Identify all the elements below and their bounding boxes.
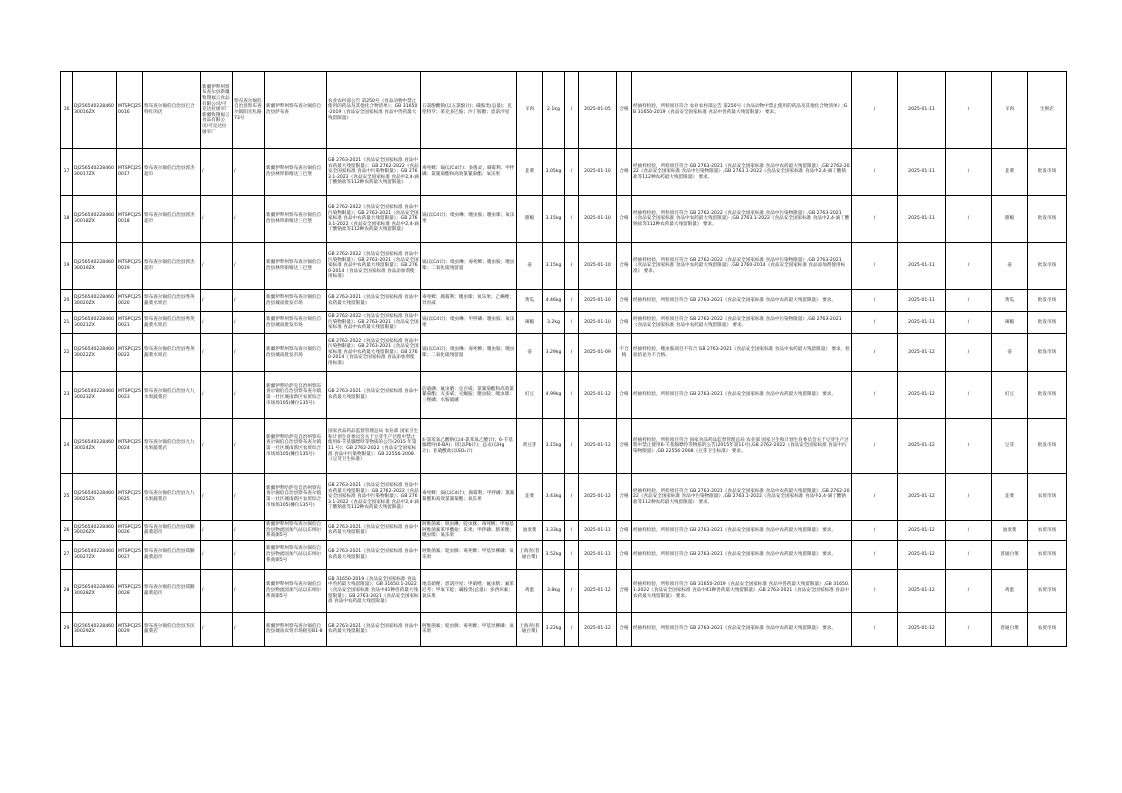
result-note-cell: 经抽样检验，噻虫胺项目不符合 GB 2763-2021《食品安全国家标准 食品中农药最大残留限量》 要求，检验结论为不合格。 (632, 334, 852, 372)
publish-date-cell: 2025-01-12 (898, 569, 946, 612)
sample-quantity-cell: 4.99kg (543, 372, 565, 419)
table-row (61, 474, 1067, 521)
result-note-cell: 经抽样检验，所检项目符合 农业农村部公告 第250号《食品动物中禁止使用的药品及其他化合物清单》;GB 31650-2019《食品安全国家标准 食品中兽药最大残留限量》 要求。 (632, 72, 852, 149)
test-result-cell: 合格 (617, 196, 632, 243)
sampling-date-cell: 2025-01-09 (579, 334, 617, 372)
test-basis-cell: GB 2762-2022《食品安全国家标准 食品中污染物限量》；GB 2763-2021《食品安全国家标准 食品中农药最大残留限量》；GB 2763.1-2022《食品安全国家标准 食品中2,4-滴丁酸钠盐等112种农药最大残留限量》 (327, 196, 421, 243)
publish-date-cell: 2025-01-12 (898, 334, 946, 372)
table-body (61, 72, 1067, 647)
manufacturer-address-cell: / (233, 419, 265, 474)
result-note-cell: 经抽样检验，所检项目符合 GB 2763-2021《食品安全国家标准 食品中农药最大残留限量》 要求。 (632, 540, 852, 569)
result-note-cell: 经抽样检验，所检项目符合 GB 2763-2021《食品安全国家标准 食品中农药最大残留限量》 要求。 (632, 521, 852, 541)
manufacturer-name-cell: 新疆伊犁州察布查尔县新疆牧翔福云食品有限公司/可克达拉屠宰厂新疆牧翔福云食品有限公司/可克达拉屠宰厂 (201, 72, 233, 149)
table-row (61, 312, 1067, 334)
sampling-date-cell: 2025-01-05 (579, 72, 617, 149)
sample-name-cell: 辣椒 (517, 312, 543, 334)
blank-column-cell: / (852, 243, 898, 290)
test-items-cell: 地美硝唑；恩诺沙星；甲硝唑；氟虫腈；氟苯尼考；甲氧苄啶；磺胺类(总量)；多西环素；氧乐果 (421, 569, 517, 612)
table-row (61, 419, 1067, 474)
blank-column-cell: / (852, 334, 898, 372)
sample-source-cell: 农贸市场 (1028, 474, 1067, 521)
sampled-unit-name-cell: 察布查尔锡伯自治县郑勤蔬菜超市 (143, 569, 201, 612)
table-row (61, 612, 1067, 646)
publish-date-cell: 2025-01-11 (898, 290, 946, 312)
food-category-cell: 鸡蛋 (992, 569, 1028, 612)
sample-name-cell: 油麦菜 (517, 521, 543, 541)
row-number-cell: 21 (61, 312, 73, 334)
test-items-cell: 4-氯苯氧乙酸钠(以4-氯苯氧乙酸计)；6-苄基腺嘌呤(6-BA)；铅(以Pb计)；总汞(以Hg计)；亚硫酸盐(以SO₂计) (421, 419, 517, 474)
task-id-cell: MTSPCJ250028 (117, 569, 143, 612)
sampled-unit-address-cell: 新疆伊犁哈萨克自治州察布查尔锡伯自治县察布查尔镇第一社区城南新区农贸综合市场场105(摊位135号) (265, 372, 327, 419)
sample-source-cell: 批发市场 (1028, 312, 1067, 334)
sampled-unit-address-cell: 新疆伊犁州察布查尔锡伯自治县林拜街喀达三巴堡 (265, 243, 327, 290)
task-id-cell: MTSPCJ250017 (117, 149, 143, 196)
sample-source-cell: 农贸市场 (1028, 569, 1067, 612)
sample-source-cell: 农贸市场 (1028, 612, 1067, 646)
sample-spec-cell: / (565, 149, 579, 196)
blank-column-2-cell: / (946, 196, 992, 243)
publish-date-cell: 2025-01-12 (898, 419, 946, 474)
blank-column-2-cell: / (946, 612, 992, 646)
sample-source-cell: 生鲜店 (1028, 72, 1067, 149)
sampled-unit-address-cell: 新疆伊犁州察布查尔锡伯自治县物流园加气站以东纳尔系商街5号 (265, 540, 327, 569)
manufacturer-name-cell: / (201, 196, 233, 243)
manufacturer-address-cell: / (233, 334, 265, 372)
test-result-cell: 合格 (617, 474, 632, 521)
sample-id-cell: DJ25654022846030023ZX (73, 372, 117, 419)
task-id-cell: MTSPCJ250027 (117, 540, 143, 569)
test-basis-cell: 国家食品药品监督管理总局 农业部 国家卫生和计划生育委员会关于豆芽生产过程中禁止使用6-苄基腺嘌呤等物质的公告(2015 年第 11 号)；GB 2762-2022《食品安全国家标准 食品中污染物限量》；GB 22556-2008《豆芽卫生标准》 (327, 419, 421, 474)
table-row (61, 540, 1067, 569)
task-id-cell: MTSPCJ250023 (117, 372, 143, 419)
test-result-cell: 合格 (617, 569, 632, 612)
task-id-cell: MTSPCJ250021 (117, 312, 143, 334)
test-basis-cell: GB 2763-2021《食品安全国家标准 食品中农药最大残留限量》；GB 2762-2022《食品安全国家标准 食品中污染物限量》；GB 2763.1-2022《食品安全国家标准 食品中2,4-滴丁酸钠盐等112种农药最大残留限量》 (327, 149, 421, 196)
test-basis-cell: GB 2763-2021《食品安全国家标准 食品中农药最大残留限量》 (327, 372, 421, 419)
food-category-cell: 韭菜 (992, 474, 1028, 521)
publish-date-cell: 2025-01-11 (898, 312, 946, 334)
sampled-unit-address-cell: 新疆伊犁州察布查尔锡伯自治县林拜街喀达三巴堡 (265, 149, 327, 196)
sample-spec-cell: / (565, 474, 579, 521)
food-category-cell: 姜 (992, 243, 1028, 290)
blank-column-2-cell: / (946, 312, 992, 334)
sample-source-cell: 批发市场 (1028, 196, 1067, 243)
test-result-cell: 合格 (617, 243, 632, 290)
table-row (61, 196, 1067, 243)
test-basis-cell: GB 2762-2022《食品安全国家标准 食品中污染物限量》；GB 2763-2021《食品安全国家标准 食品中农药最大残留限量》 (327, 312, 421, 334)
sampled-unit-name-cell: 察布查尔锡伯自治县九九水果蔬菜店 (143, 419, 201, 474)
food-category-cell: 辣椒 (992, 312, 1028, 334)
sampled-unit-address-cell: 新疆伊犁州察布查尔锡伯自治县萨布查 (265, 72, 327, 149)
sample-source-cell: 批发市场 (1028, 290, 1067, 312)
food-category-cell: 普通白菜 (992, 540, 1028, 569)
task-id-cell: MTSPCJ250026 (117, 521, 143, 541)
sample-source-cell: 批发市场 (1028, 419, 1067, 474)
sampled-unit-address-cell: 新疆伊犁州察布查尔锡伯自治县城南农贸市场板房B1-8 (265, 612, 327, 646)
manufacturer-name-cell: / (201, 569, 233, 612)
test-result-cell: 合格 (617, 540, 632, 569)
result-note-cell: 经抽样检验，所检项目符合 GB 2762-2022《食品安全国家标准 食品中污染物限量》,GB 2763-2021《食品安全国家标准 食品中农药最大残留限量》,GB 2760-2014《食品安全国家标准 食品添加剂使用标准》 要求。 (632, 243, 852, 290)
test-result-cell: 合格 (617, 419, 632, 474)
manufacturer-address-cell: / (233, 474, 265, 521)
sampling-date-cell: 2025-01-10 (579, 290, 617, 312)
sampled-unit-name-cell: 察布查尔锡伯自治县郑勤蔬菜超市 (143, 521, 201, 541)
blank-column-cell: / (852, 612, 898, 646)
row-number-cell: 25 (61, 474, 73, 521)
result-note-cell: 经抽样检验，所检项目符合 GB 2763-2021《食品安全国家标准 食品中农药最大残留限量》,GB 2762-2022《食品安全国家标准 食品中污染物限量》,GB 2763.1-2022《食品安全国家标准 食品中2,4-滴丁酸钠盐等112种农药最大残留限量》 要求。 (632, 149, 852, 196)
sampling-date-cell: 2025-01-10 (579, 312, 617, 334)
test-result-cell: 合格 (617, 372, 632, 419)
row-number-cell: 23 (61, 372, 73, 419)
result-note-cell: 经抽样检验，所检项目符合 GB 2763-2021《食品安全国家标准 食品中农药最大残留限量》 要求。 (632, 290, 852, 312)
sampling-date-cell: 2025-01-10 (579, 196, 617, 243)
task-id-cell: MTSPCJ250024 (117, 419, 143, 474)
test-result-cell: 不合格 (617, 334, 632, 372)
result-note-cell: 经抽样检验，所检项目符合 GB 2762-2022《食品安全国家标准 食品中污染物限量》,GB 2763-2021《食品安全国家标准 食品中农药最大残留限量》,GB 2763.1-2022《食品安全国家标准 食品中2,4-滴丁酸钠盐等112种农药最大残留限量》 要求。 (632, 196, 852, 243)
manufacturer-name-cell: / (201, 243, 233, 290)
blank-column-cell: / (852, 149, 898, 196)
sampled-unit-address-cell: 新疆伊犁州察布查尔锡伯自治县物流园加气站以东纳尔系商街5号 (265, 569, 327, 612)
manufacturer-name-cell: / (201, 474, 233, 521)
sample-name-cell: 鸡蛋 (517, 569, 543, 612)
blank-column-cell: / (852, 372, 898, 419)
test-items-cell: 阿维菌素；啶虫脒；毒死蜱；甲基异柳磷；氧乐果 (421, 612, 517, 646)
sampling-date-cell: 2025-01-12 (579, 419, 617, 474)
sample-id-cell: DJ25654022846030024ZX (73, 419, 117, 474)
test-items-cell: 镉(以Cd计)；吡虫啉；甲拌磷；噻虫胺；氧乐果 (421, 312, 517, 334)
task-id-cell: MTSPCJ250019 (117, 243, 143, 290)
sample-source-cell: 批发市场 (1028, 149, 1067, 196)
row-number-cell: 16 (61, 72, 73, 149)
sampled-unit-address-cell: 新疆伊犁哈萨克自治州察布查尔锡伯自治县察布查尔镇第一社区城南新区农贸综合市场场105(摊位135号) (265, 419, 327, 474)
row-number-cell: 20 (61, 290, 73, 312)
test-items-cell: 镉(以Cd计)；吡虫啉；噻虫胺；噻虫嗪；氧乐果 (421, 196, 517, 243)
test-basis-cell: GB 2763-2021《食品安全国家标准 食品中农药最大残留限量》；GB 2762-2022《食品安全国家标准 食品中污染物限量》；GB 2763.1-2022《食品安全国家标准 食品中2,4-滴丁酸钠盐等112种农药最大残留限量》 (327, 474, 421, 521)
publish-date-cell: 2025-01-11 (898, 196, 946, 243)
blank-column-cell: / (852, 540, 898, 569)
sample-source-cell: 批发市场 (1028, 334, 1067, 372)
sample-id-cell: DJ25654022846030022ZX (73, 334, 117, 372)
sampled-unit-name-cell: 察布查尔锡伯自治县九九水果蔬菜店 (143, 474, 201, 521)
result-note-cell: 经抽样检验，所检项目符合 GB 2763-2021《食品安全国家标准 食品中农药最大残留限量》,GB 2762-2022《食品安全国家标准 食品中污染物限量》,GB 2763.1-2022《食品安全国家标准 食品中2,4-滴丁酸钠盐等112种农药最大残留限量》 要求。 (632, 474, 852, 521)
manufacturer-address-cell: / (233, 243, 265, 290)
row-number-cell: 17 (61, 149, 73, 196)
sample-quantity-cell: 3.15kg (543, 419, 565, 474)
blank-column-2-cell: / (946, 243, 992, 290)
manufacturer-address-cell: 察布查尔锡伯自治县察布查尔镇阳光札路73号 (233, 72, 265, 149)
inspection-results-sheet (60, 71, 1066, 647)
test-basis-cell: GB 2763-2021《食品安全国家标准 食品中农药最大残留限量》 (327, 612, 421, 646)
blank-column-cell: / (852, 419, 898, 474)
manufacturer-name-cell: / (201, 372, 233, 419)
manufacturer-address-cell: / (233, 612, 265, 646)
sample-source-cell: 农贸市场 (1028, 521, 1067, 541)
blank-column-2-cell: / (946, 72, 992, 149)
test-items-cell: 倍硫磷；氟虫腈；克百威；氯氰菊酯和高效氯氰菊酯；灭多威；灭蝇胺；噻虫胺；噻虫嗪；三唑磷；水胺硫磷 (421, 372, 517, 419)
sampled-unit-name-cell: 察布查尔锡伯自治县秀英蔬菜水果店 (143, 290, 201, 312)
sample-quantity-cell: 3.15kg (543, 196, 565, 243)
sample-name-cell: 上海青(普通白菜) (517, 612, 543, 646)
sampling-date-cell: 2025-01-12 (579, 474, 617, 521)
table-row (61, 72, 1067, 149)
publish-date-cell: 2025-01-12 (898, 540, 946, 569)
sampled-unit-name-cell: 察布查尔锡伯自治县郑勤蔬菜超市 (143, 540, 201, 569)
sample-id-cell: DJ25654022846030028ZX (73, 569, 117, 612)
sample-quantity-cell: 4.46kg (543, 290, 565, 312)
manufacturer-address-cell: / (233, 196, 265, 243)
manufacturer-name-cell: / (201, 334, 233, 372)
sample-name-cell: 姜 (517, 334, 543, 372)
test-result-cell: 合格 (617, 290, 632, 312)
test-basis-cell: GB 2763-2021《食品安全国家标准 食品中农药最大残留限量》 (327, 521, 421, 541)
sampling-date-cell: 2025-01-12 (579, 372, 617, 419)
sample-spec-cell: / (565, 312, 579, 334)
result-note-cell: 经抽样检验，所检项目符合 GB 2762-2022《食品安全国家标准 食品中污染物限量》,GB 2763-2021《食品安全国家标准 食品中农药最大残留限量》 要求。 (632, 312, 852, 334)
sampling-date-cell: 2025-01-11 (579, 540, 617, 569)
blank-column-cell: / (852, 569, 898, 612)
test-items-cell: 五氯酚酸钠(以五氯酚计)；磺胺类(总量)；克伦特罗；莱克多巴胺；沙丁胺醇；恩诺沙星 (421, 72, 517, 149)
sample-quantity-cell: 3.22kg (543, 612, 565, 646)
sample-source-cell: 农贸市场 (1028, 540, 1067, 569)
manufacturer-name-cell: / (201, 419, 233, 474)
sample-id-cell: DJ25654022846030019ZX (73, 243, 117, 290)
task-id-cell: MTSPCJ250018 (117, 196, 143, 243)
blank-column-2-cell: / (946, 474, 992, 521)
sample-spec-cell: / (565, 290, 579, 312)
sample-id-cell: DJ25654022846030029ZX (73, 612, 117, 646)
test-items-cell: 镉(以Cd计)；吡虫啉；毒死蜱；噻虫胺；噻虫嗪；二氧化硫残留量 (421, 334, 517, 372)
sampling-date-cell: 2025-01-10 (579, 243, 617, 290)
publish-date-cell: 2025-01-12 (898, 612, 946, 646)
test-result-cell: 合格 (617, 612, 632, 646)
row-number-cell: 22 (61, 334, 73, 372)
inspection-results-table (60, 71, 1067, 647)
publish-date-cell: 2025-01-12 (898, 372, 946, 419)
sample-source-cell: 批发市场 (1028, 372, 1067, 419)
manufacturer-name-cell: / (201, 149, 233, 196)
sampling-date-cell: 2025-01-12 (579, 569, 617, 612)
sample-name-cell: 韭菜 (517, 149, 543, 196)
table-row (61, 521, 1067, 541)
sample-quantity-cell: 3.8kg (543, 569, 565, 612)
manufacturer-name-cell: / (201, 540, 233, 569)
test-items-cell: 阿维菌素；吡虫啉；啶虫脒；毒死蜱；甲氨基阿维菌素苯甲酸盐；乐果；甲拌磷；腈苯唑；噻虫嗪；氧乐果 (421, 521, 517, 541)
sample-id-cell: DJ25654022846030018ZX (73, 196, 117, 243)
publish-date-cell: 2025-01-12 (898, 474, 946, 521)
test-items-cell: 毒死蜱；镉(以Cd计)；腐霉利；甲拌磷；氯氰菊酯和高效氯氰菊酯；氧乐果 (421, 474, 517, 521)
sample-id-cell: DJ25654022846030025ZX (73, 474, 117, 521)
manufacturer-address-cell: / (233, 312, 265, 334)
result-note-cell: 经抽样检验，所检项目符合 GB 31650-2019《食品安全国家标准 食品中兽药最大残留限量》,GB 31650.1-2022《食品安全国家标准 食品中41种兽药最大残留限量》,GB 2763-2021《食品安全国家标准 食品中农药最大残留限量》 要求。 (632, 569, 852, 612)
sample-quantity-cell: 3.2kg (543, 312, 565, 334)
sample-spec-cell: / (565, 334, 579, 372)
sample-spec-cell: / (565, 521, 579, 541)
sample-id-cell: DJ25654022846030027ZX (73, 540, 117, 569)
test-items-cell: 毒死蜱；镉(以Cd计)；多菌灵；腐霉利；甲拌磷；氯氰菊酯和高效氯氰菊酯；氧乐果 (421, 149, 517, 196)
test-result-cell: 合格 (617, 149, 632, 196)
test-items-cell: 毒死蜱；腐霉利；噻虫嗪；氧乐果；乙螨唑；异丙威 (421, 290, 517, 312)
sample-id-cell: DJ25654022846030020ZX (73, 290, 117, 312)
sample-name-cell: 韭菜 (517, 474, 543, 521)
blank-column-2-cell: / (946, 540, 992, 569)
row-number-cell: 24 (61, 419, 73, 474)
manufacturer-address-cell: / (233, 149, 265, 196)
sample-spec-cell: / (565, 243, 579, 290)
sample-id-cell: DJ25654022846030026ZX (73, 521, 117, 541)
sample-spec-cell: / (565, 540, 579, 569)
sampled-unit-name-cell: 察布查尔锡伯自治县秀英蔬菜水果店 (143, 334, 201, 372)
sampled-unit-name-cell: 察布查尔锡伯自治县杰民蔬菜店 (143, 612, 201, 646)
table-row (61, 334, 1067, 372)
sampled-unit-address-cell: 新疆伊犁哈萨克自治州察布查尔锡伯自治县察布查尔镇第一社区城南新区农贸综合市场场105(摊位135号) (265, 474, 327, 521)
row-number-cell: 19 (61, 243, 73, 290)
table-row (61, 290, 1067, 312)
sample-spec-cell: / (565, 196, 579, 243)
sample-quantity-cell: 3.29kg (543, 334, 565, 372)
blank-column-2-cell: / (946, 419, 992, 474)
sample-quantity-cell: 3.43kg (543, 474, 565, 521)
blank-column-cell: / (852, 72, 898, 149)
manufacturer-name-cell: / (201, 612, 233, 646)
blank-column-cell: / (852, 196, 898, 243)
food-category-cell: 豆芽 (992, 419, 1028, 474)
blank-column-cell: / (852, 290, 898, 312)
test-basis-cell: GB 2762-2022《食品安全国家标准 食品中污染物限量》；GB 2763-2021《食品安全国家标准 食品中农药最大残留限量》；GB 2760-2014《食品安全国家标准 食品添加剂使用标准》 (327, 334, 421, 372)
manufacturer-name-cell: / (201, 312, 233, 334)
food-category-cell: 油麦菜 (992, 521, 1028, 541)
sampling-date-cell: 2025-01-10 (579, 149, 617, 196)
sampled-unit-name-cell: 察布查尔锡伯自治县巴合特红肉店 (143, 72, 201, 149)
food-category-cell: 韭菜 (992, 149, 1028, 196)
sample-source-cell: 批发市场 (1028, 243, 1067, 290)
blank-column-2-cell: / (946, 290, 992, 312)
sample-name-cell: 豇豆 (517, 372, 543, 419)
task-id-cell: MTSPCJ250022 (117, 334, 143, 372)
sample-name-cell: 黄瓜 (517, 290, 543, 312)
test-items-cell: 阿维菌素；啶虫脒；毒死蜱；甲基异柳磷；氧乐果 (421, 540, 517, 569)
sampled-unit-name-cell: 察布查尔锡伯自治县郭杰超市 (143, 196, 201, 243)
result-note-cell: 经抽样检验，所检项目符合 GB 2763-2021《食品安全国家标准 食品中农药最大残留限量》 要求。 (632, 612, 852, 646)
sampled-unit-address-cell: 新疆伊犁州察布查尔锡伯自治县林拜街喀达三巴堡 (265, 196, 327, 243)
sampled-unit-address-cell: 新疆伊犁州察布查尔锡伯自治县物流园加气站以东纳尔系商街5号 (265, 521, 327, 541)
row-number-cell: 26 (61, 521, 73, 541)
manufacturer-address-cell: / (233, 372, 265, 419)
sample-name-cell: 羊肉 (517, 72, 543, 149)
result-note-cell: 经抽样检验，所检项目符合 GB 2763-2021《食品安全国家标准 食品中农药最大残留限量》 要求。 (632, 372, 852, 419)
test-basis-cell: GB 2763-2021《食品安全国家标准 食品中农药最大残留限量》 (327, 540, 421, 569)
food-category-cell: 普通白菜 (992, 612, 1028, 646)
sample-quantity-cell: 3.15kg (543, 243, 565, 290)
row-number-cell: 29 (61, 612, 73, 646)
blank-column-2-cell: / (946, 521, 992, 541)
sampled-unit-name-cell: 察布查尔锡伯自治县郭杰超市 (143, 243, 201, 290)
sample-quantity-cell: 3.52kg (543, 540, 565, 569)
blank-column-2-cell: / (946, 334, 992, 372)
table-row (61, 569, 1067, 612)
sample-quantity-cell: 2.1kg (543, 72, 565, 149)
test-basis-cell: GB 2763-2021《食品安全国家标准 食品中农药最大残留限量》 (327, 290, 421, 312)
test-result-cell: 合格 (617, 72, 632, 149)
food-category-cell: 羊肉 (992, 72, 1028, 149)
sample-name-cell: 姜 (517, 243, 543, 290)
sample-name-cell: 黄豆芽 (517, 419, 543, 474)
sampled-unit-name-cell: 察布查尔锡伯自治县秀英蔬菜水果店 (143, 312, 201, 334)
food-category-cell: 姜 (992, 334, 1028, 372)
task-id-cell: MTSPCJ250025 (117, 474, 143, 521)
sample-id-cell: DJ25654022846030021ZX (73, 312, 117, 334)
food-category-cell: 甜椒 (992, 196, 1028, 243)
manufacturer-name-cell: / (201, 290, 233, 312)
manufacturer-name-cell: / (201, 521, 233, 541)
sampled-unit-name-cell: 察布查尔锡伯自治县郭杰超市 (143, 149, 201, 196)
publish-date-cell: 2025-01-12 (898, 521, 946, 541)
sample-quantity-cell: 3.05kg (543, 149, 565, 196)
blank-column-cell: / (852, 312, 898, 334)
sample-name-cell: 甜椒 (517, 196, 543, 243)
sample-id-cell: DJ25654022846030017ZX (73, 149, 117, 196)
blank-column-2-cell: / (946, 569, 992, 612)
test-basis-cell: 农业农村部公告 第250号《食品动物中禁止使用的药品及其他化合物清单》；GB 31650-2019《食品安全国家标准 食品中兽药最大残留限量》 (327, 72, 421, 149)
test-basis-cell: GB 31650-2019《食品安全国家标准 食品中兽药最大残留限量》；GB 31650.1-2022《食品安全国家标准 食品中41种兽药最大残留限量》；GB 2763-2021《食品安全国家标准 食品中农药最大残留限量》 (327, 569, 421, 612)
blank-column-2-cell: / (946, 149, 992, 196)
test-basis-cell: GB 2762-2022《食品安全国家标准 食品中污染物限量》；GB 2763-2021《食品安全国家标准 食品中农药最大残留限量》；GB 2760-2014《食品安全国家标准 食品添加剂使用标准》 (327, 243, 421, 290)
row-number-cell: 28 (61, 569, 73, 612)
sample-spec-cell: / (565, 419, 579, 474)
table-row (61, 372, 1067, 419)
sample-id-cell: DJ25654022846030016ZX (73, 72, 117, 149)
manufacturer-address-cell: / (233, 540, 265, 569)
sampling-date-cell: 2025-01-12 (579, 612, 617, 646)
test-result-cell: 合格 (617, 521, 632, 541)
task-id-cell: MTSPCJ250020 (117, 290, 143, 312)
row-number-cell: 18 (61, 196, 73, 243)
publish-date-cell: 2025-01-11 (898, 243, 946, 290)
table-row (61, 149, 1067, 196)
sampling-date-cell: 2025-01-11 (579, 521, 617, 541)
manufacturer-address-cell: / (233, 521, 265, 541)
sampled-unit-address-cell: 新疆伊犁州察布查尔锡伯自治县城南批发市场 (265, 290, 327, 312)
sampled-unit-name-cell: 察布查尔锡伯自治县九九水果蔬菜店 (143, 372, 201, 419)
row-number-cell: 27 (61, 540, 73, 569)
task-id-cell: MTSPCJ250029 (117, 612, 143, 646)
food-category-cell: 豇豆 (992, 372, 1028, 419)
publish-date-cell: 2025-01-11 (898, 72, 946, 149)
sample-spec-cell: / (565, 372, 579, 419)
blank-column-2-cell: / (946, 372, 992, 419)
sample-name-cell: 上海青(普通白菜) (517, 540, 543, 569)
blank-column-cell: / (852, 521, 898, 541)
result-note-cell: 经抽样检验，所检项目符合 国家食品药品监督管理总局 农业部 国家卫生和计划生育委员会关于豆芽生产过程中禁止使用6-苄基腺嘌呤等物质的公告(2015年第11号),GB 2762-2022《食品安全国家标准 食品中污染物限量》,GB 22556-2008《豆芽卫生标准》 要求。 (632, 419, 852, 474)
test-result-cell: 合格 (617, 312, 632, 334)
sample-spec-cell: / (565, 569, 579, 612)
blank-column-cell: / (852, 474, 898, 521)
sample-spec-cell: / (565, 72, 579, 149)
sampled-unit-address-cell: 新疆伊犁州察布查尔锡伯自治县城南批发市场 (265, 334, 327, 372)
manufacturer-address-cell: / (233, 290, 265, 312)
sample-spec-cell: / (565, 612, 579, 646)
test-items-cell: 镉(以Cd计)；吡虫啉；毒死蜱；噻虫胺；噻虫嗪；二氧化硫残留量 (421, 243, 517, 290)
publish-date-cell: 2025-01-11 (898, 149, 946, 196)
sampled-unit-address-cell: 新疆伊犁州察布查尔锡伯自治县城南批发市场 (265, 312, 327, 334)
table-row (61, 243, 1067, 290)
sample-quantity-cell: 3.33kg (543, 521, 565, 541)
manufacturer-address-cell: / (233, 569, 265, 612)
food-category-cell: 黄瓜 (992, 290, 1028, 312)
task-id-cell: MTSPCJ250016 (117, 72, 143, 149)
